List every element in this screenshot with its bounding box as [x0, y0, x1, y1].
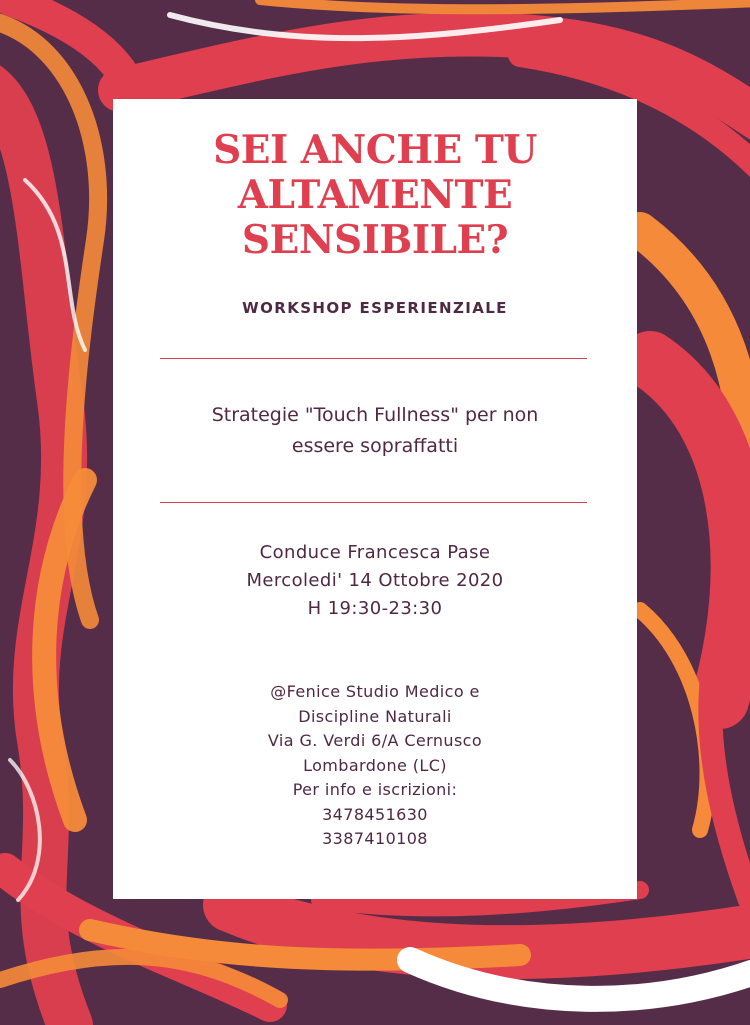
info-label: Per info e iscrizioni: — [292, 780, 458, 799]
headline-line-3: SENSIBILE? — [241, 217, 509, 263]
venue-line-1: @Fenice Studio Medico e — [270, 682, 480, 701]
time-text: H 19:30-23:30 — [307, 598, 443, 619]
venue-info — [0, 680, 750, 852]
phone-number-1: 3478451630 — [322, 804, 428, 824]
host-text: Conduce Francesca Pase — [259, 542, 491, 563]
divider-bottom — [160, 502, 587, 503]
strategy-line-2: essere sopraffatti — [291, 435, 459, 457]
divider-top — [160, 358, 587, 359]
workshop-subtitle: WORKSHOP ESPERIENZIALE — [242, 299, 508, 317]
headline — [0, 128, 750, 263]
date-text: Mercoledi' 14 Ottobre 2020 — [246, 570, 504, 591]
phone-number-2: 3387410108 — [322, 829, 428, 848]
venue-line-3: Via G. Verdi 6/A Cernusco — [267, 731, 483, 750]
headline-line-1: SEI ANCHE TU — [213, 127, 537, 173]
headline-line-2: ALTAMENTE — [237, 172, 513, 218]
venue-line-2: Discipline Naturali — [298, 706, 452, 726]
strategy-text — [0, 400, 750, 462]
venue-line-4: Lombardone (LC) — [303, 755, 447, 775]
event-details — [0, 539, 750, 623]
strategy-line-1: Strategie "Touch Fullness" per non — [211, 404, 539, 426]
